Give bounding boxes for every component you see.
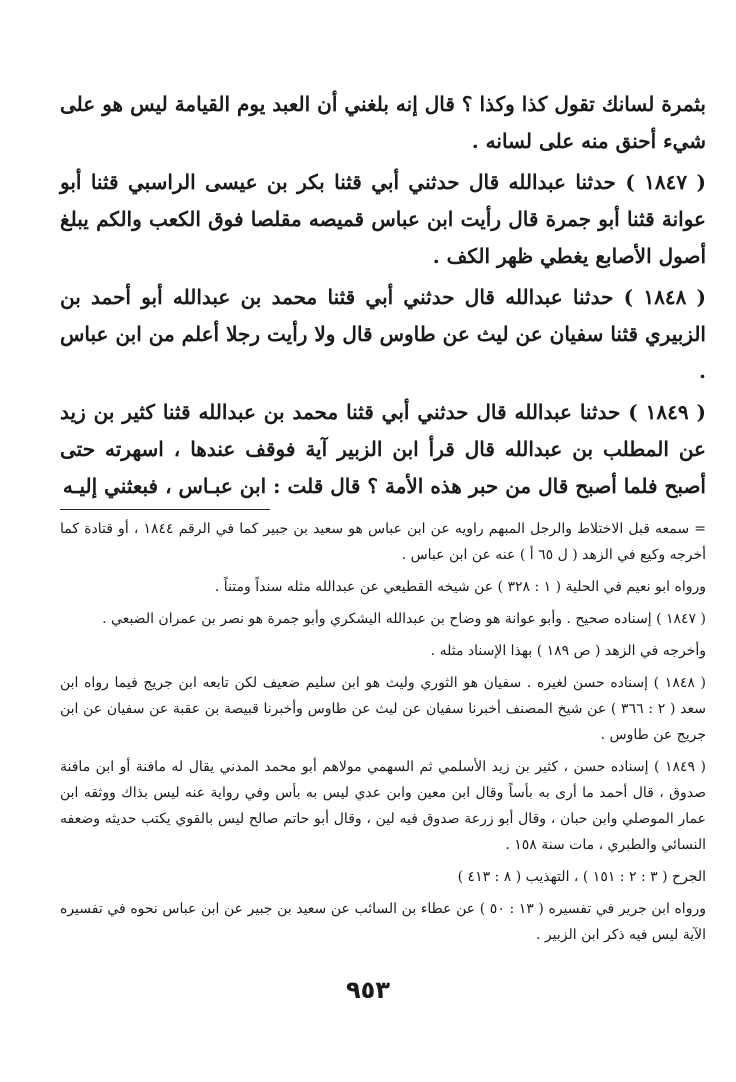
footnote-1849-refs: الجرح ( ٣ : ٢ : ١٥١ ) ، التهذيب ( ٨ : ٤١٣ ) [457, 869, 706, 885]
footnote-1848: ( ١٨٤٨ ) إسناده حسن لغيره . سفيان هو الثوري وليث هو ابن سليم ضعيف لكن تابعه ابن جريج فيما رواه ابن سعد ( ٢ : ٣٦٦ ) عن شيخ المصنف أخبرنا سفيان عن ليث عن طاوس وأخبرنا قبيصة بن عقبة عن سفيان عن ابن جريج عن طاوس . [60, 675, 706, 743]
footnote-divider [60, 509, 270, 510]
paragraph-continuation: بثمرة لسانك تقول كذا وكذا ؟ قال إنه بلغني أن العبد يوم القيامة ليس هو على شيء أحنق منه على لسانه . [60, 92, 706, 153]
hadith-1848: ( ١٨٤٨ ) حدثنا عبدالله قال حدثني أبي قثنا محمد بن عبدالله أبو أحمد بن الزبيري قثنا سفيان عن ليث عن طاوس قال ولا رأيت رجلا أعلم من ابن عباس . [60, 285, 706, 383]
main-text [60, 86, 706, 505]
footnote-continuation: = سمعه قبل الاختلاط والرجل المبهم راويه عن ابن عباس هو سعيد بن جبير كما في الرقم ١٨٤٤ ، أو قتادة كما أخرجه وكيع في الزهد ( ل ٦٥ أ ) عنه عن ابن عباس . [60, 521, 706, 563]
footnote-abu-nuaym: ورواه ابو نعيم في الحلية ( ١ : ٣٢٨ ) عن شيخه القطيعي عن عبدالله مثله سنداً ومتناً . [214, 579, 706, 595]
footnote-1849-tafsir: ورواه ابن جرير في تفسيره ( ١٣ : ٥٠ ) عن عطاء بن السائب عن سعيد بن جبير عن ابن عباس نحوه في تفسيره الآية ليس فيه ذكر ابن الزبير . [60, 901, 706, 943]
footnote-1849: ( ١٨٤٩ ) إسناده حسن ، كثير بن زيد الأسلمي ثم السهمي مولاهم أبو محمد المدني يقال له مافنة أو ابن مافنة صدوق ، قال أحمد ما أرى به بأساً وقال ابن معين وابن عدي ليس به بأس وفي رواية عنه ليس بذاك ووثقه ابن عمار الموصلي وابن حبان ، وقال أبو زرعة صدوق فيه لين ، وقال أبو حاتم صالح ليس بالقوي يكتب حديثه وضعفه النسائي والطبري ، مات سنة ١٥٨ . [60, 759, 706, 853]
footnote-1847: ( ١٨٤٧ ) إسناده صحيح . وأبو عوانة هو وضاح بن عبدالله اليشكري وأبو جمرة هو نصر بن عمران الضبعي . [102, 611, 706, 627]
footnotes [60, 516, 706, 948]
page-number: ٩٥٣ [346, 976, 390, 1004]
page-body [60, 86, 706, 954]
footnote-1847-zuhd: وأخرجه في الزهد ( ص ١٨٩ ) بهذا الإسناد مثله . [430, 643, 706, 659]
hadith-1849: ( ١٨٤٩ ) حدثنا عبدالله قال حدثني أبي قثنا محمد بن عبدالله قثنا كثير بن زيد عن المطلب بن عبدالله قال قرأ ابن الزبير آية فوقف عندها ، اسهرته حتى أصبح فلما أصبح قال من حبر هذه الأمة ؟ قال قلت : ابن عبـاس ، فبعثني إليـه [60, 400, 706, 498]
hadith-1847: ( ١٨٤٧ ) حدثنا عبدالله قال حدثني أبي قثنا بكر بن عيسى الراسبي قثنا أبو عوانة قثنا أبو جمرة قال رأيت ابن عباس قميصه مقلصا فوق الكعب والكم يبلغ أصول الأصابع يغطي ظهر الكف . [60, 170, 706, 268]
